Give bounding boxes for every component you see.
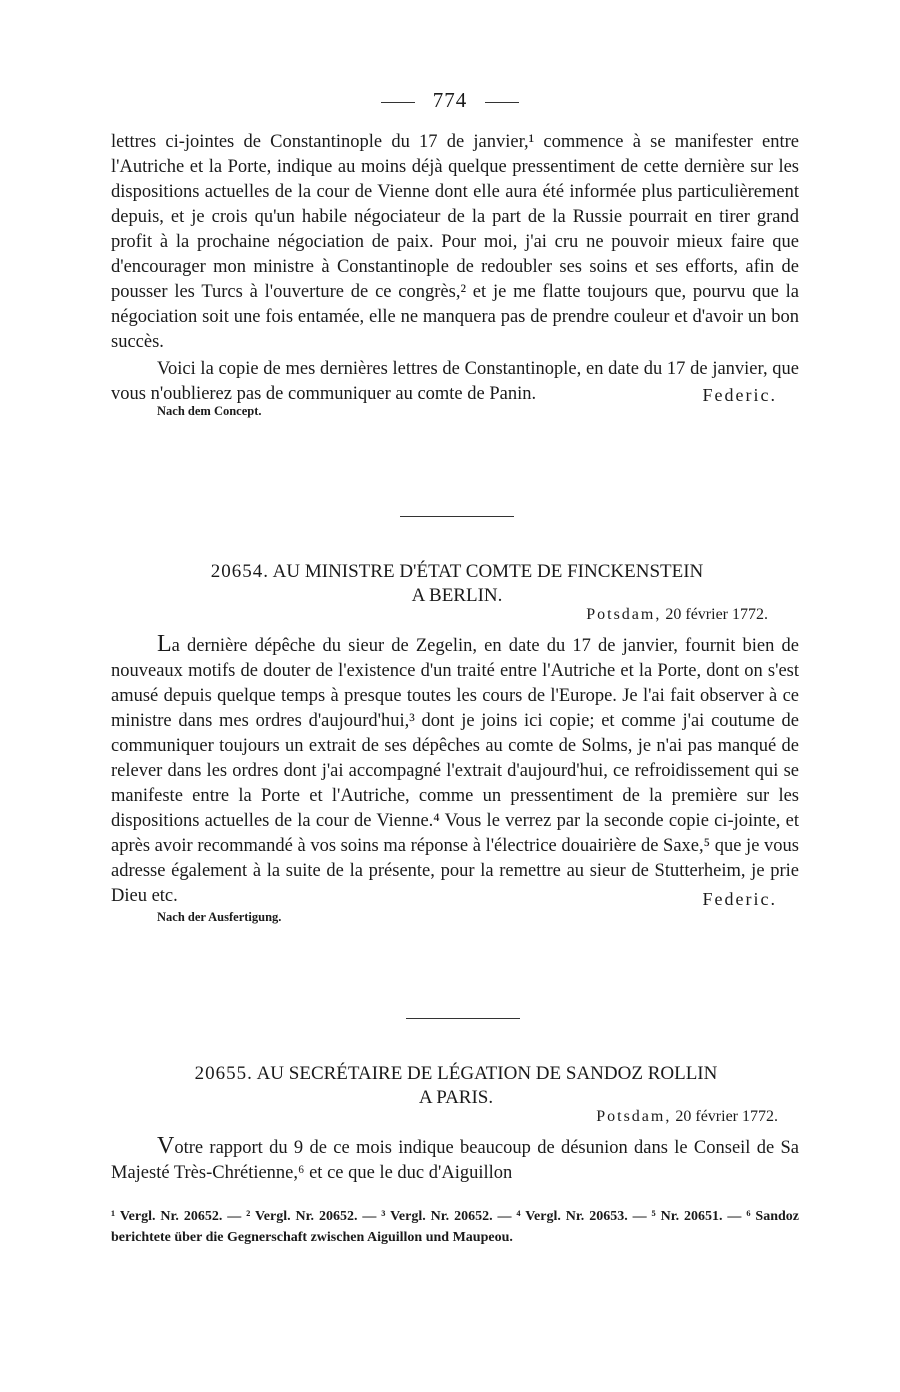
letter1-place: Potsdam, bbox=[586, 606, 662, 623]
letter1-date: 20 février 1772. bbox=[665, 606, 768, 623]
page-number: 774 bbox=[432, 88, 468, 112]
intro-source: Nach dem Concept. bbox=[157, 404, 262, 418]
letter1-dateline bbox=[124, 606, 790, 624]
letter1-paragraph bbox=[111, 632, 799, 909]
letter2-place: Potsdam, bbox=[596, 1108, 672, 1125]
letter1-body bbox=[111, 632, 799, 925]
letter2-text: otre rapport du 9 de ce mois indique beaucoup de désunion dans le Conseil de Sa Majesté Très-Chrétienne,⁶ et ce que le duc d'Aiguillon bbox=[111, 1138, 799, 1183]
section-divider-2 bbox=[406, 1018, 520, 1019]
intro-paragraph: lettres ci-jointes de Constantinople du 17 de janvier,¹ commence à se manifester entre l'Autriche et la Porte, indique au moins déjà quelque pressentiment de cette dernière sur les dispositions actuelles de la cour de Vienne dont elle aura été informée plus particulièrement depuis, et je crois qu'un habile négociateur de la part de la Russie pourrait en tirer grand profit à la prochaine négociation de paix. Pour moi, j'ai cru ne pouvoir mieux faire que d'encourager mon ministre à Constantinople de redoubler ses soins et ses efforts, afin de pousser les Turcs à l'ouverture de ce congrès,² et je me flatte toujours que, pourvu que la négociation soit une fois entamée, elle ne manquera pas de prendre couleur et d'avoir un bon succès. bbox=[111, 132, 799, 352]
letter2-dropcap: V bbox=[157, 1133, 175, 1159]
letter1-dropcap: L bbox=[157, 631, 172, 657]
intro-section bbox=[111, 130, 799, 419]
letter2-dateline bbox=[112, 1108, 800, 1126]
letter-20654 bbox=[124, 560, 790, 624]
letter-20655 bbox=[112, 1062, 800, 1126]
letter1-text: a dernière dépêche du sieur de Zegelin, en date du 17 de janvier, fournit bien de nouveaux motifs de douter de l'existence d'un traité entre l'Autriche et la Porte, dont on s'est amusé depuis quelque temps à presque toutes les cours de l'Europe. Je l'ai fait observer à ce ministre dans mes ordres d'aujourd'hui,³ dont je joins ici copie; et comme j'ai coutume de communiquer toujours un extrait de ses dépêches au comte de Solms, je n'ai pas manqué de relever dans les ordres dont j'ai accompagné l'extrait d'aujourd'hui, ce refroidissement qui se manifeste entre la Porte et l'Autriche, comme un pressentiment de la première sur les dispositions actuelles de la cour de Vienne.⁴ Vous le verrez par la seconde copie ci-jointe, et après avoir recommandé à vos soins ma réponse à l'électrice douairière de Saxe,⁵ que je vous adresse également à la suite de la présente, pour la remettre au sieur de Stutterheim, je prie Dieu etc. bbox=[111, 636, 799, 906]
dash-right bbox=[485, 102, 519, 103]
letter2-date: 20 février 1772. bbox=[675, 1108, 778, 1125]
letter1-heading-line2: A BERLIN. bbox=[411, 585, 503, 606]
intro-signature: Federic. bbox=[702, 385, 777, 405]
letter1-heading bbox=[124, 560, 790, 584]
letter2-body bbox=[111, 1134, 799, 1186]
intro-paragraph-2: Voici la copie de mes dernières lettres de Constantinople, en date du 17 de janvier, que vous n'oublierez pas de communiquer au comte de Panin. bbox=[111, 359, 799, 404]
letter1-number: 20654. bbox=[210, 561, 269, 582]
footnotes bbox=[111, 1206, 799, 1248]
letter1-source: Nach der Ausfertigung. bbox=[157, 910, 282, 924]
letter2-heading bbox=[112, 1062, 800, 1086]
footnotes-text: ¹ Vergl. Nr. 20652. — ² Vergl. Nr. 20652. — ³ Vergl. Nr. 20652. — ⁴ Vergl. Nr. 20653. — ⁵ Nr. 20651. — ⁶ Sandoz berichtete über die Gegnerschaft zwischen Aiguillon und Maupeou. bbox=[111, 1209, 799, 1245]
letter1-heading-line1: AU MINISTRE D'ÉTAT COMTE DE FINCKENSTEIN bbox=[272, 561, 704, 582]
section-divider-1 bbox=[400, 516, 514, 517]
letter2-heading-line2: A PARIS. bbox=[418, 1087, 494, 1108]
dash-left bbox=[381, 102, 415, 103]
page-number-line bbox=[0, 88, 900, 113]
letter1-signature: Federic. bbox=[702, 889, 777, 909]
letter2-paragraph bbox=[111, 1134, 799, 1186]
letter2-heading-line1: AU SECRÉTAIRE DE LÉGATION DE SANDOZ ROLLIN bbox=[256, 1063, 718, 1084]
letter2-number: 20655. bbox=[194, 1063, 253, 1084]
